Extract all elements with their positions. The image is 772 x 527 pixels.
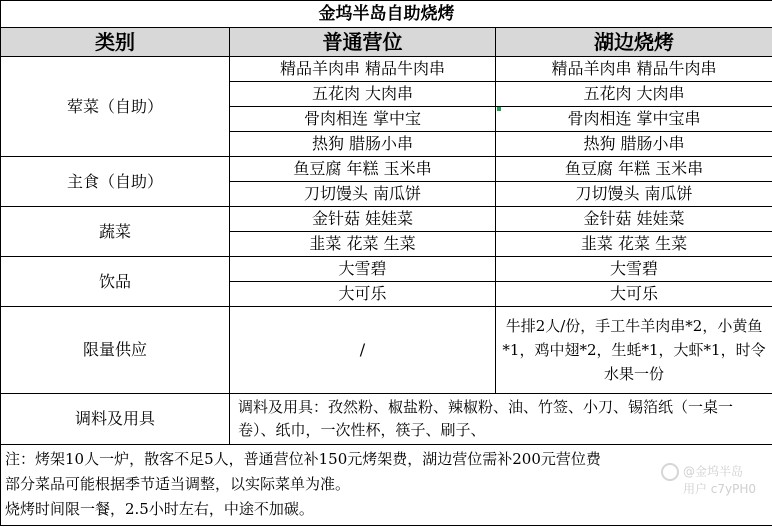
table-title: 金坞半岛自助烧烤 (1, 1, 772, 28)
staple-normal-1: 鱼豆腐 年糕 玉米串 (230, 157, 496, 182)
veg-lake-1: 金针菇 娃娃菜 (496, 207, 772, 232)
note-line-1: 注：烤架10人一炉，散客不足5人，普通营位补150元烤架费，湖边营位需补200元营位费 (5, 450, 601, 468)
category-drink: 饮品 (1, 257, 230, 307)
meat-lake-2: 五花肉 大肉串 (496, 82, 772, 107)
tools-text: 调料及用具：孜然粉、椒盐粉、辣椒粉、油、竹签、小刀、锡箔纸（一桌一卷）、纸巾，一次性杯，筷子、刷子、 (230, 394, 772, 445)
meat-normal-2: 五花肉 大肉串 (230, 82, 496, 107)
veg-normal-2: 韭菜 花菜 生菜 (230, 232, 496, 257)
header-lakeside: 湖边烧烤 (496, 28, 772, 57)
drink-normal-1: 大雪碧 (230, 257, 496, 282)
veg-normal-1: 金针菇 娃娃菜 (230, 207, 496, 232)
header-normal-camp: 普通营位 (230, 28, 496, 57)
meat-lake-1: 精品羊肉串 精品牛肉串 (496, 57, 772, 82)
meat-normal-1: 精品羊肉串 精品牛肉串 (230, 57, 496, 82)
limited-lake: 牛排2人/份，手工牛羊肉串*2，小黄鱼*1，鸡中翅*2，生蚝*1，大虾*1，时令水果一份 (496, 307, 772, 394)
notes-block (1, 445, 772, 526)
category-limited: 限量供应 (1, 307, 230, 394)
staple-lake-1: 鱼豆腐 年糕 玉米串 (496, 157, 772, 182)
watermark-camera-icon (661, 463, 679, 481)
category-tools: 调料及用具 (1, 394, 230, 445)
meat-normal-4: 热狗 腊肠小串 (230, 132, 496, 157)
watermark-line-1: @金坞半岛 (682, 464, 743, 479)
meat-normal-3: 骨肉相连 掌中宝 (230, 107, 496, 132)
meat-lake-3: 骨肉相连 掌中宝串 (496, 107, 772, 132)
note-line-2: 部分菜品可能根据季节适当调整，以实际菜单为准。 (5, 475, 351, 493)
header-category: 类别 (1, 28, 230, 57)
category-staple: 主食（自助） (1, 157, 230, 207)
watermark-line-2: 用户 c7yPH0 (682, 482, 756, 496)
drink-lake-1: 大雪碧 (496, 257, 772, 282)
green-cell-marker (497, 107, 501, 111)
drink-normal-2: 大可乐 (230, 282, 496, 307)
category-meat: 荤菜（自助） (1, 57, 230, 157)
staple-lake-2: 刀切馒头 南瓜饼 (496, 182, 772, 207)
staple-normal-2: 刀切馒头 南瓜饼 (230, 182, 496, 207)
drink-lake-2: 大可乐 (496, 282, 772, 307)
watermark (661, 463, 756, 497)
note-line-3: 烧烤时间限一餐，2.5小时左右，中途不加碳。 (5, 500, 314, 518)
veg-lake-2: 韭菜 花菜 生菜 (496, 232, 772, 257)
limited-normal: / (230, 307, 496, 394)
category-veg: 蔬菜 (1, 207, 230, 257)
meat-lake-4: 热狗 腊肠小串 (496, 132, 772, 157)
